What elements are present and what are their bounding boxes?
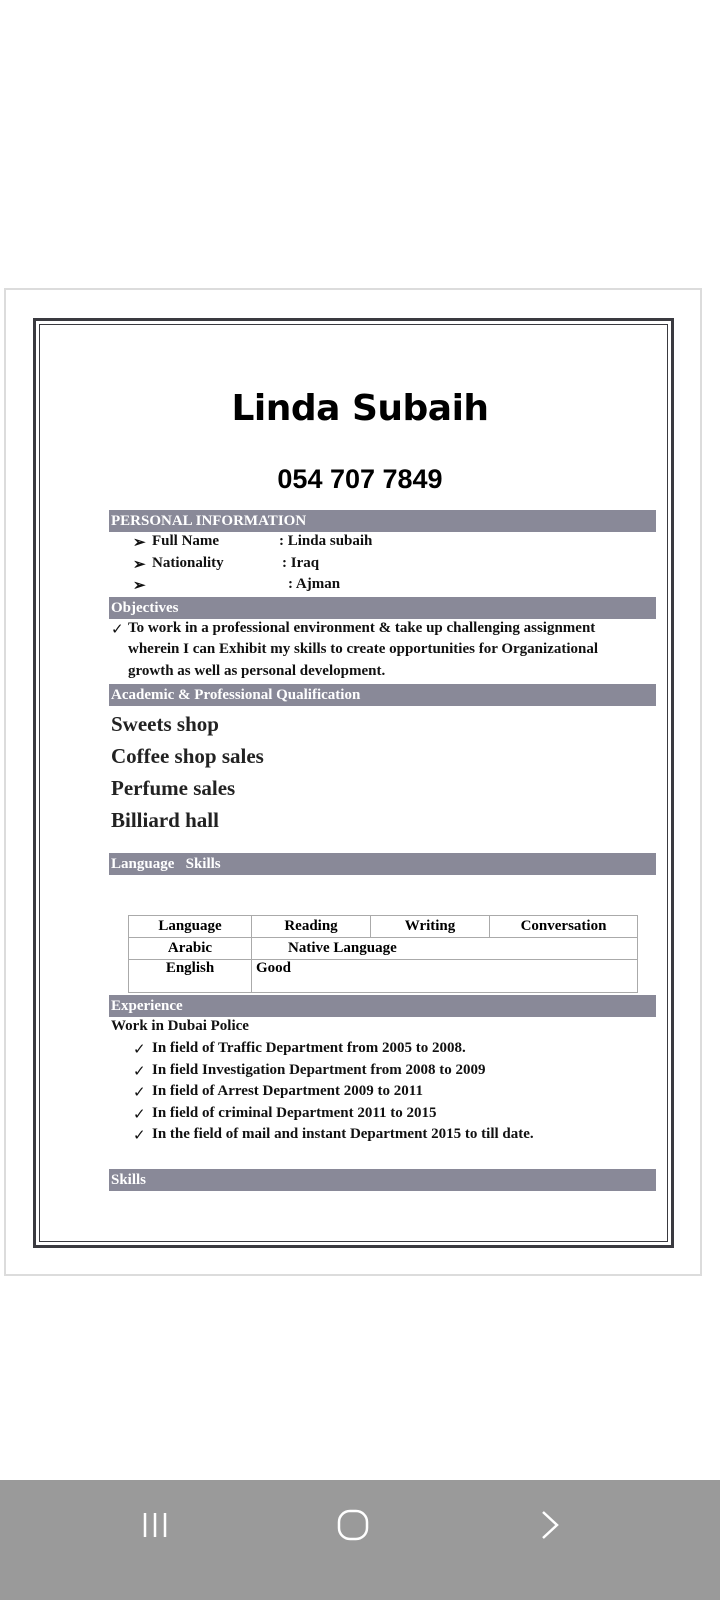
- language-cell: English: [129, 960, 252, 993]
- section-skills: Skills: [109, 1169, 656, 1191]
- arrow-bullet-icon: ➢: [133, 535, 146, 551]
- home-icon[interactable]: [337, 1509, 369, 1541]
- section-language-skills: Language Skills: [109, 853, 656, 875]
- proficiency-cell: Good: [252, 960, 638, 993]
- header-conversation: Conversation: [490, 916, 638, 938]
- check-icon: ✓: [111, 622, 124, 638]
- experience-item: In the field of mail and instant Department 2015 to till date.: [152, 1126, 534, 1142]
- table-header-row: [129, 916, 638, 938]
- section-qualification: Academic & Professional Qualification: [109, 684, 656, 706]
- full-name-value: : Linda subaih: [279, 533, 373, 549]
- check-icon: ✓: [133, 1064, 146, 1080]
- resume-phone: 054 707 7849: [277, 464, 443, 494]
- check-icon: ✓: [133, 1128, 146, 1144]
- back-icon[interactable]: [538, 1509, 562, 1541]
- experience-item: In field of Traffic Department from 2005 to 2008.: [152, 1040, 466, 1056]
- proficiency-cell: Native Language: [252, 938, 638, 960]
- objective-line: growth as well as personal development.: [128, 663, 386, 679]
- employer: Work in Dubai Police: [111, 1018, 249, 1034]
- header-writing: Writing: [371, 916, 490, 938]
- check-icon: ✓: [133, 1107, 146, 1123]
- header-language: Language: [129, 916, 252, 938]
- objective-line: wherein I can Exhibit my skills to create opportunities for Organizational: [128, 641, 599, 657]
- nationality-value: : Iraq: [282, 555, 320, 571]
- experience-item: In field Investigation Department from 2008 to 2009: [152, 1062, 486, 1078]
- experience-item: In field of Arrest Department 2009 to 2011: [152, 1083, 423, 1099]
- arrow-bullet-icon: ➢: [133, 578, 146, 594]
- experience-item: In field of criminal Department 2011 to 2015: [152, 1105, 437, 1121]
- table-row: [129, 960, 638, 993]
- objective-line: To work in a professional environment & take up challenging assignment: [128, 620, 596, 636]
- section-objectives: Objectives: [109, 597, 656, 619]
- nationality-label: Nationality: [152, 555, 224, 571]
- qualification-item: Sweets shop: [111, 712, 219, 736]
- qualification-item: Coffee shop sales: [111, 744, 264, 768]
- full-name-label: Full Name: [152, 533, 220, 549]
- check-icon: ✓: [133, 1085, 146, 1101]
- address-value: : Ajman: [288, 576, 341, 592]
- header-reading: Reading: [252, 916, 371, 938]
- system-navigation-bar: [0, 1480, 720, 1600]
- recents-icon[interactable]: [140, 1510, 170, 1540]
- language-table: [128, 915, 638, 993]
- section-personal-information: PERSONAL INFORMATION: [109, 510, 656, 532]
- check-icon: ✓: [133, 1042, 146, 1058]
- arrow-bullet-icon: ➢: [133, 557, 146, 573]
- language-cell: Arabic: [129, 938, 252, 960]
- qualification-item: Billiard hall: [111, 808, 219, 832]
- resume-name: Linda Subaih: [231, 388, 489, 429]
- qualification-item: Perfume sales: [111, 776, 236, 800]
- table-row: [129, 938, 638, 960]
- section-experience: Experience: [109, 995, 656, 1017]
